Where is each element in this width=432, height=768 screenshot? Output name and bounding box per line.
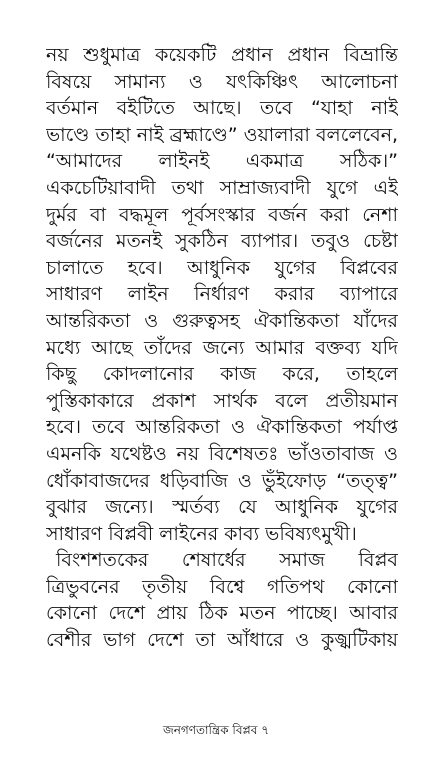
text-line: এমনকি যথেষ্টও নয় বিশেষতঃ ভাঁওতাবাজ ও: [46, 442, 398, 465]
text-line: ধোঁকাবাজদের ধড়িবাজি ও ভুঁইফোড় “তত্ত্ব”: [46, 469, 398, 492]
text-line: বর্জনের মতনই সুকঠিন ব্যাপার। তবুও চেষ্টা: [46, 230, 398, 253]
text-line: ভাণ্ডে তাহা নাই ব্রহ্মাণ্ডে” ওয়ালারা বললেবেন,: [46, 123, 398, 146]
text-line: পুস্তিকাকারে প্রকাশ সার্থক বলে প্রতীয়মান: [46, 389, 398, 412]
text-line: “আমাদের লাইনই একমাত্র সঠিক।”: [46, 150, 398, 173]
text-line: ত্রিভুবনের তৃতীয় বিশ্বে গতিপথ কোনো: [46, 575, 398, 598]
text-line: একচেটিয়াবাদী তথা সাম্রাজ্যবাদী যুগে এই: [46, 176, 398, 199]
running-title-and-page-number: জনগণতান্ত্রিক বিপ্লব ৭: [162, 723, 270, 737]
text-line: দুর্মর বা বদ্ধমূল পূর্বসংস্কার বর্জন করা নেশা: [46, 203, 398, 226]
text-line: মধ্যে আছে তাঁদের জন্যে আমার বক্তব্য যদি: [46, 336, 398, 359]
text-line-paragraph-start: বিংশশতকের শেষার্ধের সমাজ বিপ্লব: [56, 549, 398, 572]
text-line: কোনো দেশে প্রায় ঠিক মতন পাচ্ছে। আবার: [46, 602, 398, 625]
text-line: চালাতে হবে। আধুনিক যুগের বিপ্লবের: [46, 256, 398, 279]
text-line: কিছু কোদলানোর কাজ করে, তাহলে: [46, 363, 398, 386]
text-line: বিষয়ে সামান্য ও যৎকিঞ্চিৎ আলোচনা: [46, 70, 398, 93]
page-footer: [0, 722, 432, 738]
text-line: নয় শুধুমাত্র কয়েকটি প্রধান প্রধান বিভ্রান্তি: [46, 44, 398, 66]
text-line: হবে। তবে আন্তরিকতা ও ঐকান্তিকতা পর্যাপ্ত: [46, 416, 398, 439]
text-line-paragraph-end: সাধারণ বিপ্লবী লাইনের কাব্য ভবিষ্যৎমুখী।: [46, 522, 357, 545]
text-line: আন্তরিকতা ও গুরুত্বসহ ঐকান্তিকতা যাঁদের: [46, 309, 398, 332]
text-line: বেশীর ভাগ দেশে তা আঁধারে ও কুজ্ঝটিকায়: [46, 629, 398, 652]
text-line: বর্তমান বইটিতে আছে। তবে “যাহা নাই: [46, 97, 398, 120]
text-line: সাধারণ লাইন নির্ধারণ করার ব্যাপারে: [46, 283, 398, 306]
body-text: [46, 42, 398, 654]
text-line: বুঝার জন্যে। স্মর্তব্য যে আধুনিক যুগের: [46, 496, 398, 519]
